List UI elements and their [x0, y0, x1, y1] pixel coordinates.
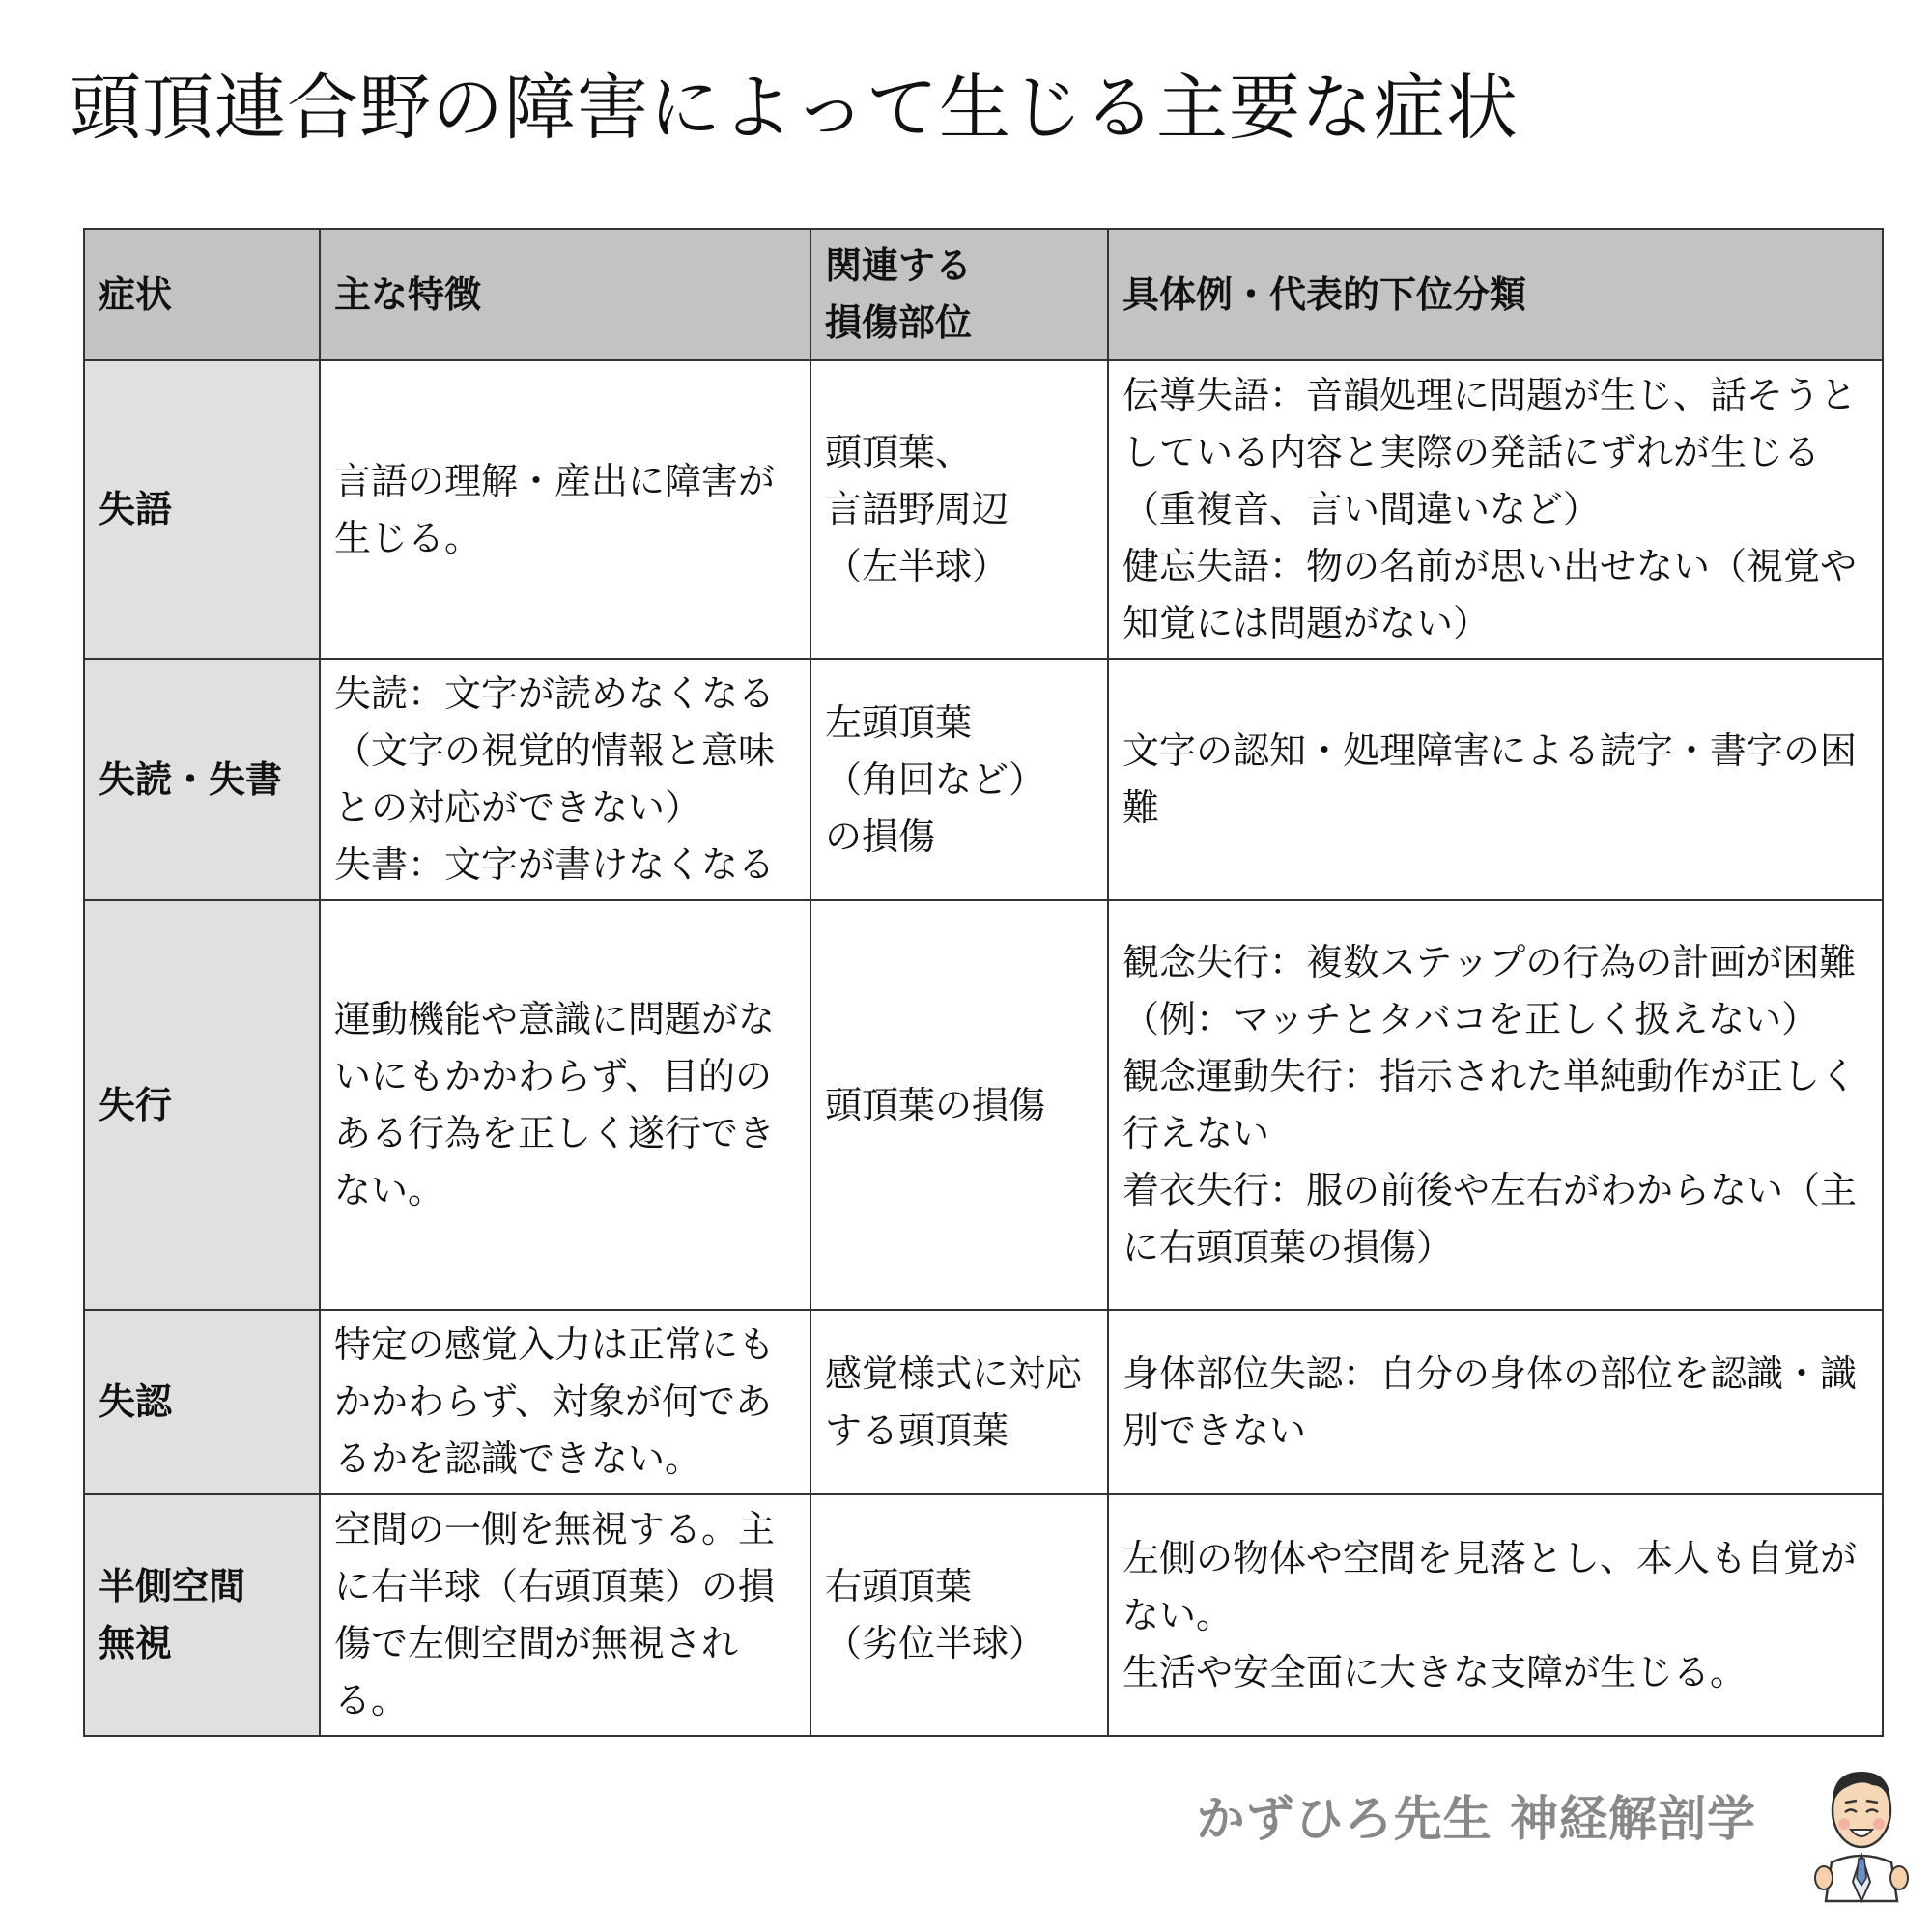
symptom-name: 失読・失書	[99, 757, 283, 801]
example-text: 観念失行：複数ステップの行為の計画が困難（例：マッチとタバコを正しく扱えない）	[1122, 941, 1857, 1040]
example-text: 着衣失行：服の前後や左右がわからない（主に右頭頂葉の損傷）	[1122, 1169, 1858, 1268]
brand-footer: かずひろ先生 神経解剖学	[1196, 1791, 1756, 1847]
site-text: 頭頂葉、	[825, 431, 973, 473]
symptom-cell	[84, 1310, 320, 1494]
example-text: 観念運動失行：指示された単純動作が正しく行えない	[1122, 1055, 1858, 1154]
header-text: 症状	[99, 272, 173, 316]
feature-cell	[320, 360, 810, 659]
feature-text: 言語の理解・産出に障害が生じる。	[334, 459, 776, 559]
site-text: の損傷	[825, 814, 936, 858]
feature-text: 運動機能や意識に問題がないにもかかわらず、目的のある行為を正しく遂行できない。	[334, 998, 776, 1211]
examples-cell	[1108, 900, 1883, 1310]
feature-cell	[320, 1494, 810, 1736]
site-text: （角回など）	[825, 757, 1046, 801]
header-site	[810, 229, 1108, 360]
feature-text: 失書：文字が書けなくなる	[334, 843, 776, 886]
feature-text: 空間の一側を無視する。主に右半球（右頭頂葉）の損傷で左側空間が無視される。	[334, 1508, 776, 1721]
example-text: 文字の認知・処理障害による読字・書字の困難	[1122, 729, 1858, 829]
symptom-cell	[84, 900, 320, 1310]
header-examples	[1108, 229, 1883, 360]
site-text: 頭頂葉の損傷	[825, 1083, 1046, 1126]
doctor-mascot-icon	[1808, 1758, 1915, 1907]
header-text: 主な特徴	[334, 272, 482, 316]
feature-text: 失読：文字が読めなくなる（文字の視覚的情報と意味との対応ができない）	[334, 672, 776, 829]
symptom-name: 失語	[99, 488, 173, 530]
site-cell	[810, 360, 1108, 659]
site-cell	[810, 659, 1108, 900]
symptom-cell	[84, 1494, 320, 1736]
header-symptom	[84, 229, 320, 360]
examples-cell	[1108, 360, 1883, 659]
symptom-name: 無視	[99, 1622, 173, 1664]
symptom-name: 半側空間	[99, 1565, 246, 1607]
table-row	[84, 659, 1883, 900]
symptom-table	[83, 228, 1884, 1737]
symptom-cell	[84, 659, 320, 900]
site-text: 感覚様式に対応する頭頂葉	[825, 1351, 1083, 1452]
site-text: 言語野周辺	[825, 488, 1009, 530]
symptom-name: 失行	[99, 1083, 173, 1126]
feature-cell	[320, 659, 810, 900]
site-text: （劣位半球）	[825, 1622, 1046, 1664]
example-text: 左側の物体や空間を見落とし、本人も自覚がない。	[1122, 1536, 1858, 1636]
page-title: 頭頂連合野の障害によって生じる主要な症状	[70, 67, 1519, 150]
site-text: 右頭頂葉	[825, 1565, 973, 1607]
site-text: （左半球）	[825, 545, 1009, 587]
feature-text: 特定の感覚入力は正常にもかかわらず、対象が何であるかを認識できない。	[334, 1323, 776, 1480]
site-cell	[810, 1494, 1108, 1736]
symptom-name: 失認	[99, 1380, 173, 1423]
example-text: 身体部位失認：自分の身体の部位を認識・識別できない	[1122, 1351, 1858, 1452]
site-text: 左頭頂葉	[825, 700, 973, 744]
symptom-cell	[84, 360, 320, 659]
site-cell	[810, 900, 1108, 1310]
site-cell	[810, 1310, 1108, 1494]
table-row	[84, 900, 1883, 1310]
examples-cell	[1108, 1494, 1883, 1736]
header-text: 具体例・代表的下位分類	[1122, 272, 1527, 316]
example-text: 伝導失語：音韻処理に問題が生じ、話そうとしている内容と実際の発話にずれが生じる（重複音、言い間違いなど）	[1122, 374, 1858, 530]
header-text: 関連する	[825, 244, 973, 287]
feature-cell	[320, 900, 810, 1310]
examples-cell	[1108, 1310, 1883, 1494]
examples-cell	[1108, 659, 1883, 900]
table-row	[84, 1310, 1883, 1494]
header-row	[84, 229, 1883, 360]
feature-cell	[320, 1310, 810, 1494]
example-text: 健忘失語：物の名前が思い出せない（視覚や知覚には問題がない）	[1122, 545, 1858, 644]
table-row	[84, 1494, 1883, 1736]
header-text: 損傷部位	[825, 301, 973, 344]
table-row	[84, 360, 1883, 659]
header-feature	[320, 229, 810, 360]
example-text: 生活や安全面に大きな支障が生じる。	[1122, 1650, 1747, 1693]
